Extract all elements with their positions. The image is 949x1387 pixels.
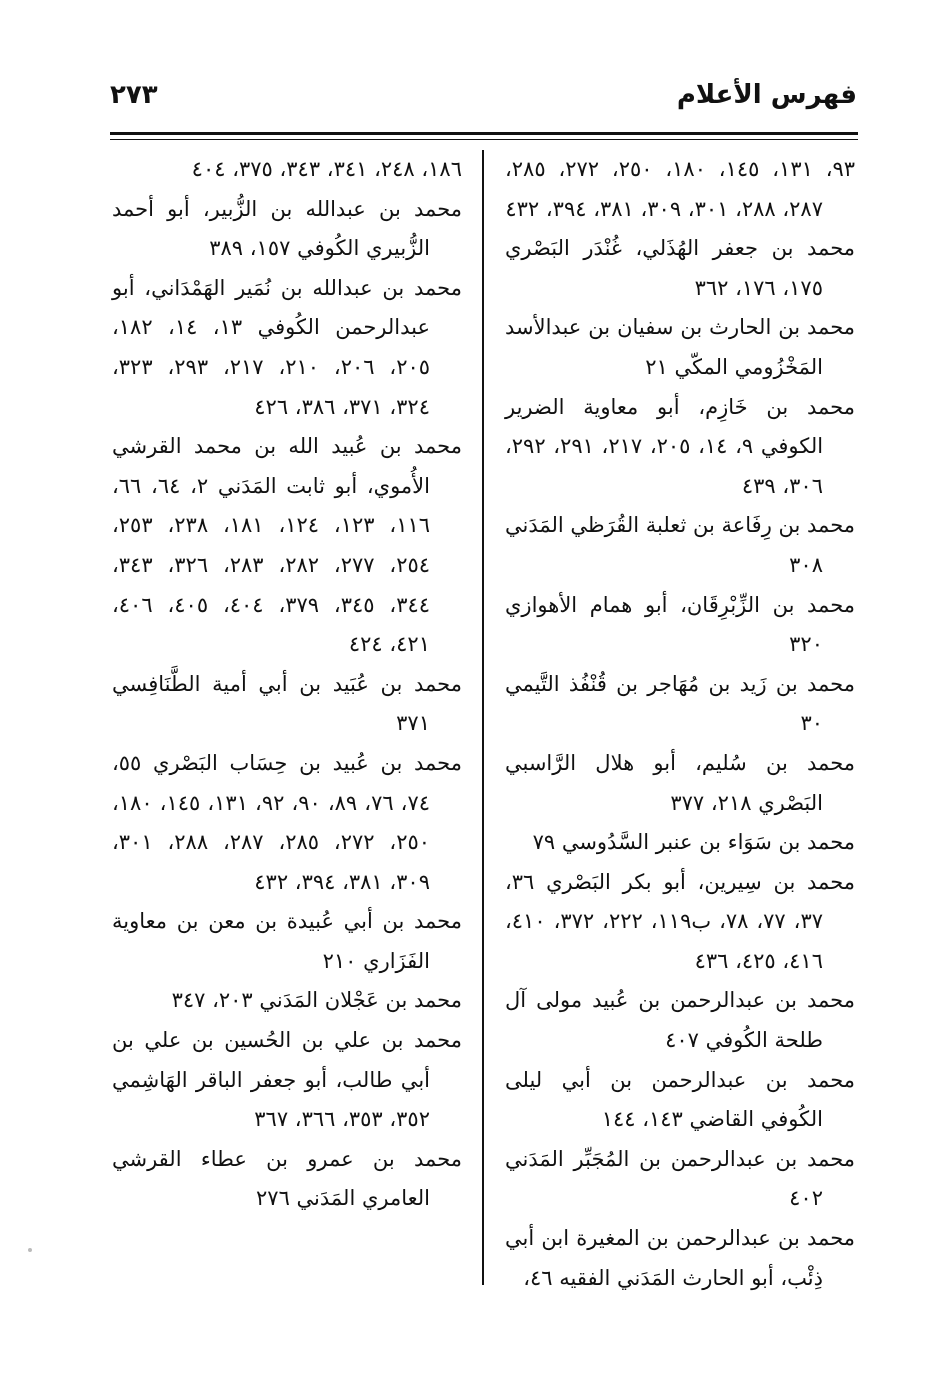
index-entry: محمد بن خَازِم، أبو معاوية الضرير الكوفي ٩، ١٤، ٢٠٥، ٢١٧، ٢٩١، ٢٩٢، ٣٠٦، ٤٣٩ (505, 394, 855, 498)
index-entry: محمد بن عبدالرحمن بن أبي ليلى الكُوفي القاضي ١٤٣، ١٤٤ (505, 1067, 855, 1132)
index-entry: محمد بن عُبيد بن حِسَاب البَصْري ٥٥، ٧٤، ٧٦، ٨٩، ٩٠، ٩٢، ١٣١، ١٤٥، ١٨٠، ٢٥٠، ٢٧٢، ٢٨٥، ٢٨٧، ٢٨٨، ٣٠١، ٣٠٩، ٣٨١، ٣٩٤، ٤٣٢ (112, 750, 462, 894)
index-entry: محمد بن عبدالله بن الزُّبير، أبو أحمد الزُّبيري الكُوفي ١٥٧، ٣٨٩ (112, 196, 462, 261)
index-entry: محمد بن جعفر الهُذَلي، غُنْدَر البَصْري ١٧٥، ١٧٦، ٣٦٢ (505, 236, 855, 300)
index-entry: محمد بن عبدالرحمن بن المغيرة ابن أبي ذِئْب، أبو الحارث المَدَني الفقيه ٤٦، (505, 1226, 855, 1290)
index-entry: محمد بن عبدالرحمن بن المُجَبِّر المَدَني ٤٠٢ (505, 1146, 855, 1211)
page-number: ٢٧٣ (110, 80, 158, 110)
index-entry: محمد بن سَوَاء بن عنبر السَّدُوسي ٧٩ (532, 830, 855, 855)
index-entry: محمد بن أبي عُبيدة بن معن بن معاوية الفَزَاري ٢١٠ (112, 909, 462, 973)
index-entry: محمد بن علي بن الحُسين بن علي بن أبي طالب، أبو جعفر الباقر الهَاشِمي ٣٥٢، ٣٥٣، ٣٦٦، ٣٦٧ (112, 1028, 462, 1132)
index-entry: محمد بن عُبَيد بن أبي أمية الطَّنَافِسي ٣٧١ (112, 671, 462, 736)
index-entry: محمد بن الحارث بن سفيان بن عبدالأسد المَخْزُومي المكّي ٢١ (505, 315, 855, 379)
index-entry: محمد بن رِفَاعة بن ثعلبة القُرَظي المَدَني ٣٠٨ (505, 513, 855, 577)
column-divider (482, 150, 484, 1285)
index-entry: محمد بن عبدالله بن نُمَير الهَمْدَاني، أبو عبدالرحمن الكُوفي ١٣، ١٤، ١٨٢، ٢٠٥، ٢٠٦، ٢١٠، ٢١٧، ٢٩٣، ٣٢٣، ٣٢٤، ٣٧١، ٣٨٦، ٤٢٦ (112, 275, 462, 419)
index-entry: محمد بن عُبيد الله بن محمد القرشي الأُموي، أبو ثابت المَدَني ٢، ٦٤، ٦٦، ١١٦، ١٢٣، ١٢٤، ١٨١، ٢٣٨، ٢٥٣، ٢٥٤، ٢٧٧، ٢٨٢، ٢٨٣، ٣٢٦، ٣٤٣، ٣٤٤، ٣٤٥، ٣٧٩، ٤٠٤، ٤٠٥، ٤٠٦، ٤٢١، ٤٢٤ (112, 434, 462, 657)
index-entry: محمد بن سُليم، أبو هلال الرَّاسبي البَصْري ٢١٨، ٣٧٧ (505, 750, 855, 815)
header-rule-thick (110, 132, 858, 135)
index-entry: محمد بن عمرو بن عطاء القرشي العامري المَدَني ٢٧٦ (112, 1146, 462, 1211)
scan-speck (28, 1248, 32, 1252)
index-entry: محمد بن سِيرين، أبو بكر البَصْري ٣٦، ٣٧، ٧٧، ٧٨، ب١١٩، ٢٢٢، ٣٧٢، ٤١٠، ٤١٦، ٤٢٥، ٤٣٦ (505, 869, 855, 973)
index-entry: ١٨٦، ٢٤٨، ٣٤١، ٣٤٣، ٣٧٥، ٤٠٤ (191, 157, 462, 181)
index-entry: محمد بن زَيد بن مُهَاجر بن قُنْفُذ التَّيمي ٣٠ (505, 671, 855, 736)
index-entry: محمد بن الزِّبْرِقَان، أبو همام الأهوازي ٣٢٠ (505, 592, 855, 657)
index-entry: محمد بن عبدالرحمن بن عُبيد مولى آل طلحة الكُوفي ٤٠٧ (505, 988, 855, 1053)
index-column-right (505, 150, 855, 1298)
index-entry: محمد بن عَجْلان المَدَني ٢٠٣، ٣٤٧ (171, 988, 462, 1013)
header-rule-thin (110, 139, 858, 140)
index-column-left (112, 150, 462, 1219)
running-title: فهرس الأعلام (676, 80, 857, 110)
index-entry: ٩٣، ١٣١، ١٤٥، ١٨٠، ٢٥٠، ٢٧٢، ٢٨٥، ٢٨٧، ٢٨٨، ٣٠١، ٣٠٩، ٣٨١، ٣٩٤، ٤٣٢ (505, 157, 856, 221)
